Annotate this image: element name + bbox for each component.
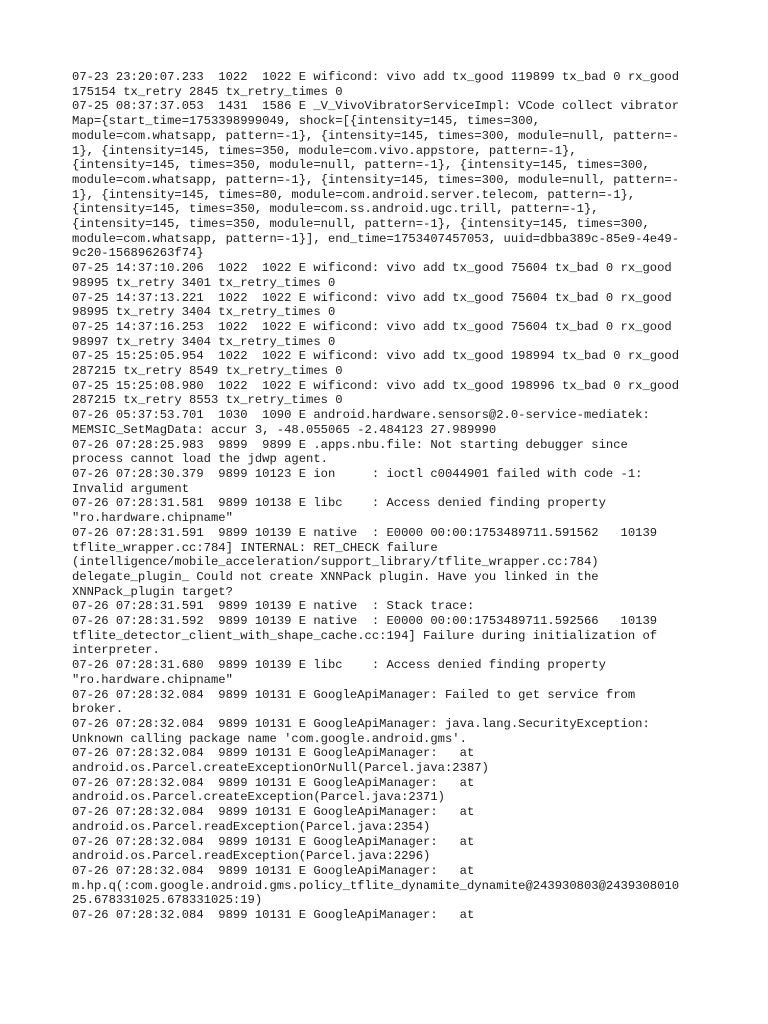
log-line: android.os.Parcel.readException(Parcel.java:2354): [72, 819, 431, 834]
log-line: XNNPack_plugin target?: [72, 584, 233, 599]
log-line: 07-25 08:37:37.053 1431 1586 E _V_VivoVibratorServiceImpl: VCode collect vibrator: [72, 99, 680, 114]
log-line: module=com.whatsapp, pattern=-1}, {intensity=145, times=300, module=null, pattern=-: [72, 172, 680, 187]
log-line: "ro.hardware.chipname": [72, 672, 233, 687]
log-line: 07-26 07:28:32.084 9899 10131 E GoogleApiManager: at: [72, 805, 475, 820]
log-line: 07-26 07:28:31.581 9899 10138 E libc : Access denied finding property: [72, 496, 606, 511]
log-line: 07-26 07:28:31.591 9899 10139 E native : Stack trace:: [72, 599, 475, 614]
log-line: 07-26 07:28:32.084 9899 10131 E GoogleApiManager: at: [72, 746, 475, 761]
log-line: 07-25 15:25:08.980 1022 1022 E wificond: vivo add tx_good 198996 tx_bad 0 rx_good: [72, 378, 680, 393]
log-line: 07-26 07:28:31.591 9899 10139 E native : E0000 00:00:1753489711.591562 10139: [72, 525, 658, 540]
log-line: 07-26 07:28:32.084 9899 10131 E GoogleApiManager: at: [72, 908, 475, 923]
log-line: module=com.whatsapp, pattern=-1}, {intensity=145, times=300, module=null, pattern=-: [72, 128, 680, 143]
log-line: 07-26 07:28:31.592 9899 10139 E native : E0000 00:00:1753489711.592566 10139: [72, 614, 658, 629]
log-line: interpreter.: [72, 643, 160, 658]
log-line: {intensity=145, times=350, module=null, pattern=-1}, {intensity=145, times=300,: [72, 217, 650, 232]
log-line: 1}, {intensity=145, times=80, module=com.android.server.telecom, pattern=-1},: [72, 187, 636, 202]
log-line: 07-26 07:28:32.084 9899 10131 E GoogleApiManager: at: [72, 863, 475, 878]
log-line: 07-25 15:25:05.954 1022 1022 E wificond: vivo add tx_good 198994 tx_bad 0 rx_good: [72, 349, 680, 364]
log-line: module=com.whatsapp, pattern=-1}], end_time=1753407457053, uuid=dbba389c-85e9-4e49-: [72, 231, 680, 246]
log-line: 07-26 07:28:25.983 9899 9899 E .apps.nbu.file: Not starting debugger since: [72, 437, 628, 452]
log-line: android.os.Parcel.readException(Parcel.java:2296): [72, 849, 431, 864]
log-document: [72, 70, 712, 923]
log-line: {intensity=145, times=350, module=com.ss.android.ugc.trill, pattern=-1},: [72, 202, 599, 217]
log-line: 287215 tx_retry 8549 tx_retry_times 0: [72, 364, 343, 379]
log-line: broker.: [72, 702, 124, 717]
log-line: tflite_wrapper.cc:784] INTERNAL: RET_CHECK failure: [72, 540, 438, 555]
log-line: Map={start_time=1753398999049, shock=[{intensity=145, times=300,: [72, 114, 541, 129]
log-line: (intelligence/mobile_acceleration/support_library/tflite_wrapper.cc:784): [72, 555, 599, 570]
log-line: 9c20-156896263f74}: [72, 246, 204, 261]
log-line: Unknown calling package name 'com.google.android.gms'.: [72, 731, 467, 746]
log-line: {intensity=145, times=350, module=null, pattern=-1}, {intensity=145, times=300,: [72, 158, 650, 173]
log-line: tflite_detector_client_with_shape_cache.cc:194] Failure during initialization of: [72, 628, 658, 643]
log-line: 07-26 07:28:32.084 9899 10131 E GoogleApiManager: java.lang.SecurityException:: [72, 716, 650, 731]
log-line: 07-26 05:37:53.701 1030 1090 E android.hardware.sensors@2.0-service-mediatek:: [72, 408, 650, 423]
log-line: 25.678331025.678331025:19): [72, 893, 263, 908]
log-line: process cannot load the jdwp agent.: [72, 452, 328, 467]
log-line: 07-26 07:28:31.680 9899 10139 E libc : Access denied finding property: [72, 658, 606, 673]
log-line: 07-25 14:37:10.206 1022 1022 E wificond: vivo add tx_good 75604 tx_bad 0 rx_good: [72, 261, 672, 276]
log-line: 98995 tx_retry 3401 tx_retry_times 0: [72, 275, 336, 290]
log-line: 07-25 14:37:16.253 1022 1022 E wificond: vivo add tx_good 75604 tx_bad 0 rx_good: [72, 319, 672, 334]
log-line: android.os.Parcel.createException(Parcel.java:2371): [72, 790, 445, 805]
log-line: "ro.hardware.chipname": [72, 511, 233, 526]
log-line: Invalid argument: [72, 481, 190, 496]
log-line: 07-26 07:28:32.084 9899 10131 E GoogleApiManager: at: [72, 775, 475, 790]
log-line: 07-26 07:28:32.084 9899 10131 E GoogleApiManager: at: [72, 834, 475, 849]
log-line: 07-25 14:37:13.221 1022 1022 E wificond: vivo add tx_good 75604 tx_bad 0 rx_good: [72, 290, 672, 305]
log-line: m.hp.q(:com.google.android.gms.policy_tflite_dynamite_dynamite@243930803@2439308010: [72, 878, 680, 893]
log-line: 175154 tx_retry 2845 tx_retry_times 0: [72, 84, 343, 99]
log-line: MEMSIC_SetMagData: accur 3, -48.055065 -2.484123 27.989990: [72, 422, 497, 437]
log-line: 98995 tx_retry 3404 tx_retry_times 0: [72, 305, 336, 320]
log-line: 287215 tx_retry 8553 tx_retry_times 0: [72, 393, 343, 408]
log-line: android.os.Parcel.createExceptionOrNull(Parcel.java:2387): [72, 761, 489, 776]
log-line: 07-23 23:20:07.233 1022 1022 E wificond: vivo add tx_good 119899 tx_bad 0 rx_good: [72, 70, 680, 84]
log-line: 07-26 07:28:32.084 9899 10131 E GoogleApiManager: Failed to get service from: [72, 687, 636, 702]
log-line: 98997 tx_retry 3404 tx_retry_times 0: [72, 334, 336, 349]
log-line: 1}, {intensity=145, times=350, module=com.vivo.appstore, pattern=-1},: [72, 143, 577, 158]
log-line: 07-26 07:28:30.379 9899 10123 E ion : ioctl c0044901 failed with code -1:: [72, 466, 643, 481]
log-line: delegate_plugin_ Could not create XNNPack plugin. Have you linked in the: [72, 569, 599, 584]
